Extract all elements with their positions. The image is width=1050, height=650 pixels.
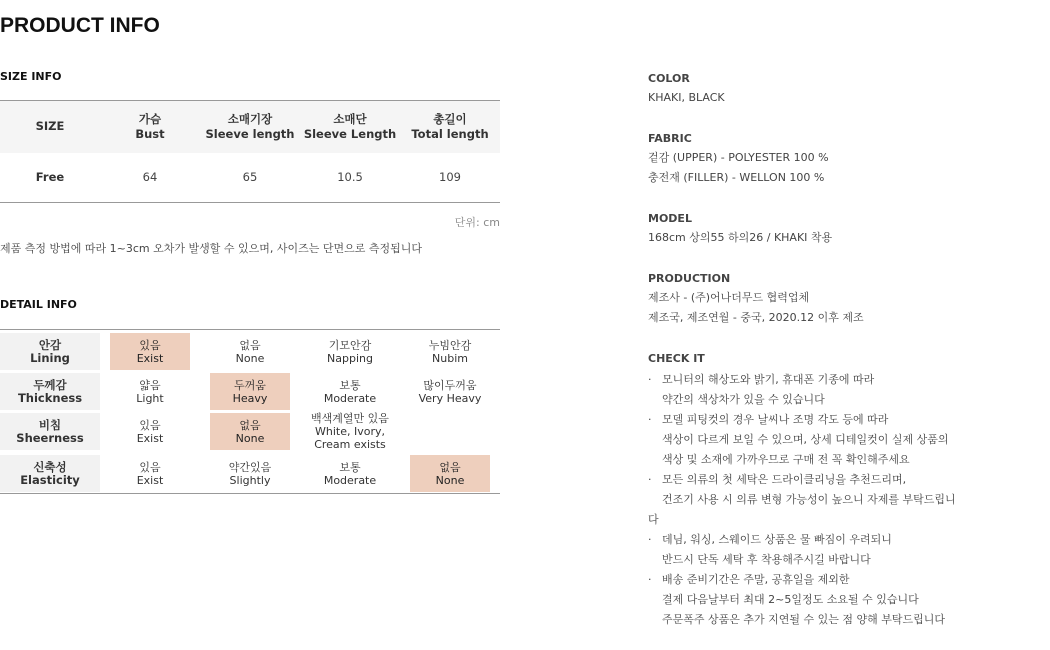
label-ko: 신축성 [33, 459, 67, 474]
color-heading: COLOR [648, 72, 690, 85]
size-table [0, 100, 500, 203]
option-en: None [235, 431, 265, 445]
list-item [648, 370, 1048, 410]
list-item [648, 410, 1048, 470]
list-item [648, 470, 1048, 530]
detail-row-sheerness [0, 413, 500, 450]
option-en-2: Cream exists [314, 438, 386, 451]
detail-option [410, 333, 490, 370]
manufacturer: 제조사 - (주)어나더무드 협력업체 [648, 291, 810, 304]
sleeve-length-column-header: 소매기장 Sleeve length [205, 111, 295, 141]
bullet-icon: · [648, 473, 652, 486]
check-it-heading: CHECK IT [648, 352, 705, 365]
option-en: Very Heavy [418, 391, 482, 405]
check-it-list [648, 370, 1048, 630]
detail-option-selected [110, 333, 190, 370]
check-item-line: 다 [648, 513, 659, 526]
check-item-line: 약간의 색상차가 있을 수 있습니다 [662, 393, 825, 406]
total-length-value: 109 [439, 170, 461, 185]
bust-column-header: 가슴 Bust [135, 111, 165, 141]
option-ko: 있음 [139, 460, 161, 474]
page-title: PRODUCT INFO [0, 14, 160, 37]
option-en: None [235, 351, 265, 365]
fabric-filler: 충전재 (FILLER) - WELLON 100 % [648, 171, 825, 184]
option-ko: 기모안감 [328, 338, 372, 352]
option-ko: 있음 [139, 338, 161, 352]
check-item-line: 반드시 단독 세탁 후 착용해주시길 바랍니다 [662, 553, 871, 566]
bullet-icon: · [648, 533, 652, 546]
option-en: Moderate [323, 473, 377, 487]
label-en: Elasticity [20, 472, 80, 487]
list-item [648, 570, 1048, 630]
detail-option [310, 333, 390, 370]
color-value: KHAKI, BLACK [648, 91, 725, 104]
detail-option [110, 373, 190, 410]
label-ko: 비침 [38, 417, 62, 432]
option-en: Light [136, 391, 164, 405]
option-en: Heavy [232, 391, 268, 405]
label-en: Lining [30, 350, 70, 365]
check-item-line: 결제 다음날부터 최대 2~5일정도 소요될 수 있습니다 [662, 593, 919, 606]
option-en: Exist [136, 431, 164, 445]
fabric-upper: 겉감 (UPPER) - POLYESTER 100 % [648, 151, 829, 164]
check-item-line: 모델 피팅컷의 경우 날씨나 조명 각도 등에 따라 [662, 413, 889, 426]
option-en: Slightly [229, 473, 271, 487]
detail-option [210, 333, 290, 370]
option-ko: 있음 [139, 418, 161, 432]
option-en: Nubim [432, 351, 468, 365]
option-en: Moderate [323, 391, 377, 405]
check-item-line: 배송 준비기간은 주말, 공휴일을 제외한 [662, 573, 850, 586]
option-ko: 백색계열만 있음 [311, 412, 389, 425]
option-ko: 보통 [339, 460, 361, 474]
detail-row-elasticity [0, 455, 500, 492]
detail-row-lining [0, 333, 500, 370]
check-it-section [648, 350, 1048, 630]
option-ko: 누빔안감 [428, 338, 472, 352]
sleeve-end-value: 10.5 [337, 170, 363, 185]
option-ko: 없음 [239, 418, 261, 432]
check-item-line: 모니터의 해상도와 밝기, 휴대폰 기종에 따라 [662, 373, 875, 386]
detail-option [310, 413, 390, 450]
option-en: Exist [136, 473, 164, 487]
bullet-icon: · [648, 573, 652, 586]
size-value: Free [35, 170, 65, 185]
option-ko: 없음 [439, 460, 461, 474]
production-section [648, 270, 1048, 330]
detail-option [110, 455, 190, 492]
production-heading: PRODUCTION [648, 272, 731, 285]
total-length-column-header: 총길이 Total length [411, 111, 489, 141]
label-en: Sheerness [16, 430, 84, 445]
check-item-line: 건조기 사용 시 의류 변형 가능성이 높으니 자제를 부탁드립니 [662, 493, 956, 506]
size-table-header [0, 101, 500, 153]
check-item-line: 색상 및 소재에 가까우므로 구매 전 꼭 확인해주세요 [662, 453, 910, 466]
measurement-note: 제품 측정 방법에 따라 1~3cm 오차가 발생할 수 있으며, 사이즈는 단면으로 측정됩니다 [0, 242, 422, 255]
list-item [648, 530, 1048, 570]
option-en: White, Ivory, [315, 425, 385, 438]
detail-option-selected [410, 455, 490, 492]
model-heading: MODEL [648, 212, 692, 225]
fabric-heading: FABRIC [648, 132, 692, 145]
check-item-line: 데님, 워싱, 스웨이드 상품은 물 빠짐이 우려되니 [662, 533, 892, 546]
detail-option-selected [210, 413, 290, 450]
color-section [648, 70, 1048, 110]
bust-value: 64 [142, 170, 158, 185]
sleeve-length-value: 65 [242, 170, 258, 185]
bullet-icon: · [648, 373, 652, 386]
label-ko: 안감 [38, 337, 62, 352]
option-en: Exist [136, 351, 164, 365]
check-item-line: 모든 의류의 첫 세탁은 드라이클리닝을 추천드리며, [662, 473, 907, 486]
detail-row-label [0, 333, 100, 370]
detail-option [410, 373, 490, 410]
detail-option [310, 455, 390, 492]
unit-note: 단위: cm [454, 216, 500, 229]
fabric-section [648, 130, 1048, 190]
bullet-icon: · [648, 413, 652, 426]
detail-option-selected [210, 373, 290, 410]
model-section [648, 210, 1048, 250]
option-ko: 보통 [339, 378, 361, 392]
detail-row-label [0, 455, 100, 492]
detail-option [310, 373, 390, 410]
option-ko: 얇음 [139, 378, 161, 392]
detail-info-heading: DETAIL INFO [0, 298, 77, 311]
model-value: 168cm 상의55 하의26 / KHAKI 착용 [648, 231, 833, 244]
product-info-column [648, 70, 1048, 650]
option-ko: 두꺼움 [234, 378, 266, 392]
detail-grid [0, 329, 500, 494]
check-item-line: 주문폭주 상품은 추가 지연될 수 있는 점 양해 부탁드립니다 [662, 613, 945, 626]
sleeve-end-column-header: 소매단 Sleeve Length [303, 111, 397, 141]
detail-row-label [0, 373, 100, 410]
check-item-line: 색상이 다르게 보일 수 있으며, 상세 디테일컷이 실제 상품의 [662, 433, 949, 446]
option-ko: 약간있음 [228, 460, 272, 474]
origin-date: 제조국, 제조연월 - 중국, 2020.12 이후 제조 [648, 311, 864, 324]
label-en: Thickness [17, 390, 83, 405]
option-en: Napping [327, 351, 373, 365]
table-row [0, 153, 500, 203]
size-info-heading: SIZE INFO [0, 70, 62, 83]
option-ko: 없음 [239, 338, 261, 352]
label-ko: 두께감 [33, 377, 67, 392]
detail-row-label [0, 413, 100, 450]
option-ko: 많이두꺼움 [423, 378, 477, 392]
size-column-header: SIZE [35, 119, 65, 134]
detail-option [210, 455, 290, 492]
detail-row-thickness [0, 373, 500, 410]
option-en: None [435, 473, 465, 487]
detail-option [110, 413, 190, 450]
